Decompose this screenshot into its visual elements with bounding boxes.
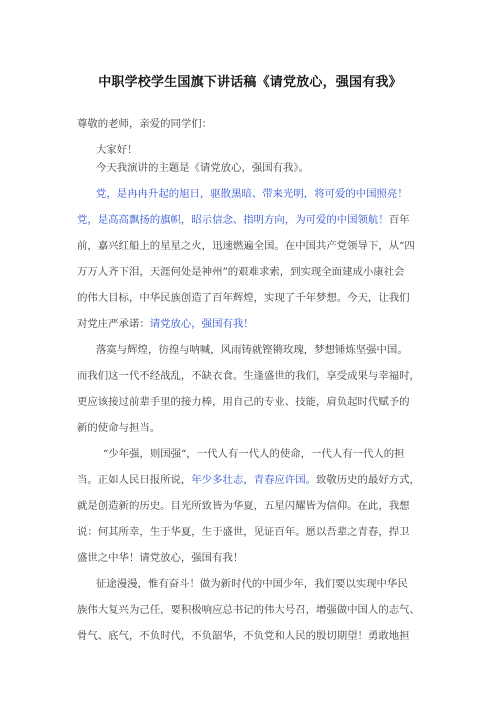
paragraph-line: 前，嘉兴红船上的星星之火，迅速燃遍全国。在中国共产党领导下，从“四: [77, 240, 415, 252]
paragraph-line: [77, 473, 420, 487]
paragraph-line: 落寞与辉煌，彷徨与呐喊，风雨铸就铿锵玫瑰，梦想锤炼坚强中国。: [96, 344, 408, 356]
paragraph-line: 新的使命与担当。: [77, 422, 161, 434]
line-segment: 党，是高高飘扬的旗帜，昭示信念、指明方向，为可爱的中国领航！: [77, 214, 389, 226]
paragraph-line: 而我们这一代不经战乱，不缺衣食。生逢盛世的我们，享受成果与幸福时，: [77, 370, 420, 382]
line-segment: 百年: [388, 214, 410, 226]
paragraph-line: 今天我演讲的主题是《请党放心，强国有我》。: [96, 162, 310, 174]
paragraph-line: 骨气、底气，不负时代，不负韶华，不负党和人民的殷切期望！勇敢地担: [77, 630, 410, 642]
paragraph-line: 族伟大复兴为己任，要积极响应总书记的伟大号召，增强做中国人的志气、: [77, 604, 420, 616]
paragraph-line: 的伟大目标，中华民族创造了百年辉煌，实现了千年梦想。今天，让我们: [77, 292, 410, 304]
paragraph-line: 尊敬的老师，亲爱的同学们：: [77, 118, 213, 130]
paragraph-line: 说：何其所幸，生于华夏，生于盛世，见证百年。愿以吾辈之青春，捍卫: [77, 526, 410, 538]
paragraph-line: [96, 187, 408, 201]
line-segment: 党，是冉冉升起的旭日，驱散黑暗、带来光明，将可爱的中国照亮！: [96, 188, 408, 200]
line-segment: 年少多壮志，青春应许国。: [191, 474, 316, 486]
paragraph-line: 万万人齐下泪，天涯何处是神州”的艰难求索，到实现全面建成小康社会: [77, 266, 405, 278]
line-segment: 对党庄严承诺：: [77, 318, 150, 330]
paragraph-line: [77, 317, 254, 331]
line-segment: 致敬历史的最好方式，: [315, 474, 420, 486]
line-segment: 请党放心，强国有我！: [149, 318, 254, 330]
paragraph-line: [77, 213, 410, 227]
paragraph-line: 就是创造新的历史。目光所致皆为华夏，五星闪耀皆为信仰。在此，我想: [77, 500, 410, 512]
document-title: 中职学校学生国旗下讲话稿《请党放心，强国有我》: [98, 75, 402, 90]
paragraph-line: 更应该接过前辈手里的接力棒，用自己的专业、技能，肩负起时代赋予的: [77, 396, 410, 408]
line-segment: 当。正如人民日报所说，: [77, 474, 192, 486]
paragraph-line: “少年强，则国强“，一代人有一代人的使命，一代人有一代人的担: [103, 448, 405, 460]
paragraph-line: 征途漫漫，惟有奋斗！做为新时代的中国少年，我们要以实现中华民: [96, 578, 408, 590]
paragraph-line: 大家好！: [96, 144, 138, 156]
paragraph-line: 盛世之中华！请党放心，强国有我！: [77, 552, 244, 564]
